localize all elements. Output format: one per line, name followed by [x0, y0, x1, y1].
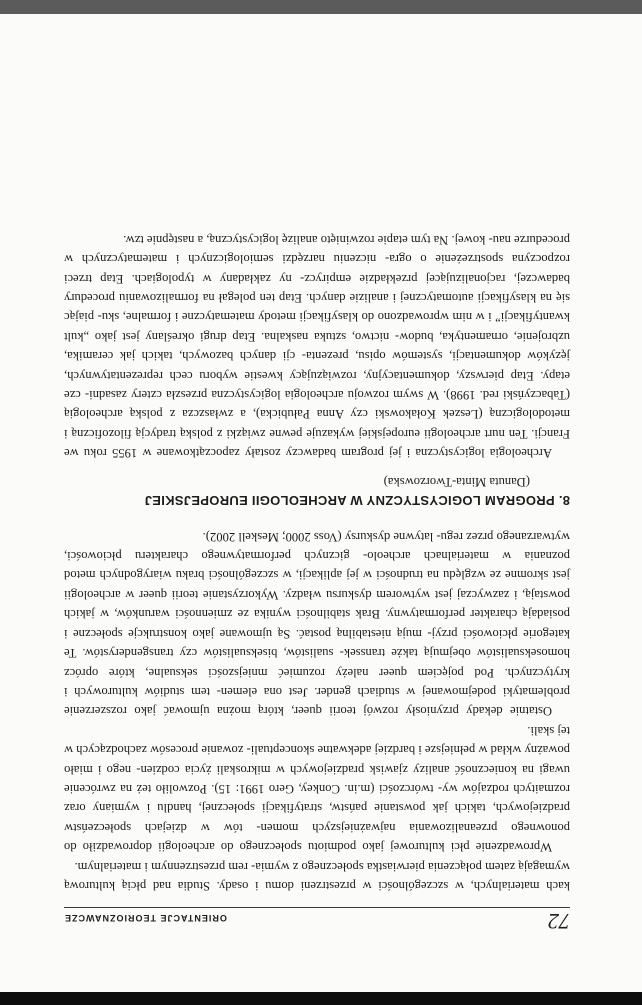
scan-top-edge	[0, 0, 642, 14]
page-text-block	[63, 229, 570, 934]
text-line: rozszerzenie problematyki podejmowanej w studiach gender. Jest ona elemen-	[64, 684, 570, 719]
text-line: kach materialnych, w szczególności w przestrzeni domu i osady. Studia nad	[152, 879, 570, 893]
text-line: gicznych performatywnego charakteru płciowości, wytwarzanego przez regu-	[64, 529, 570, 564]
text-line: niczeniu narzędzi semiologicznych i matematycznych w procedurze nau-	[64, 232, 570, 267]
section-author: (Danuta Minta-Tworzowska)	[383, 475, 530, 490]
text-line: mniejszości seksualne, które oprócz homoseksualistów obejmują także transsek-	[64, 646, 570, 680]
page-body	[64, 229, 570, 895]
text-line: cech reprezentatywnych, języków dokumentacji, systemów opisu, prezenta-	[63, 349, 570, 383]
text-line: cze etapy. Etap pierwszy, dokumentacyjny, rozwiązujący kwestie wyboru	[64, 368, 570, 403]
text-line: w jakich powstają, i zazwyczaj jest wytworem dyskursu władzy. Wykorzystanie	[64, 587, 570, 622]
paragraph-4	[64, 229, 570, 462]
section-title: 8. PROGRAM LOGICYSTYCZNY W ARCHEOLOGII EUROPEJSKIEJ	[144, 493, 570, 509]
scan-bottom-edge	[0, 992, 642, 1005]
text-line: płcią kulturową wymagają zatem połączenia pierwiastka społecznego z wymia-	[64, 859, 570, 893]
text-line: w szczególności braku wiarygodnych metod poznania w materialnach archeolo-	[64, 549, 570, 583]
paragraph-3	[64, 526, 570, 720]
text-line: formalizowaniu procedury badawczej, racjonalizującej przekładzie empirycz-	[64, 271, 570, 306]
text-line: i w nim wprowadzono do klasyfikacji metody matematyczne i formalne, sku-	[97, 310, 492, 325]
text-line: teorii queer w archeologii jest skromne ze względu na trudności w jej aplikacji,	[64, 568, 570, 602]
text-line: związki z polską tradycją filozoficzną i metodologiczną (Leszek Kołakowski	[64, 407, 570, 441]
text-line: Ostatnie dekady przyniosły rozwój teorii queer, którą można ujmować jako	[134, 704, 552, 719]
running-head: ORIENTACJE TEORIOZNAWCZE	[64, 913, 227, 923]
page-number: 72	[548, 909, 570, 934]
text-line: cji danych bazowych, takich jak ceramika, uzbrojenie, ornamentyka, budow-	[64, 329, 570, 364]
text-line: kowej. Na tym etapie rozwinięto analizę logicystyczną, a następnie tzw.	[123, 232, 486, 247]
text-line: nictwo, sztuka naskalna. Etap drugi określany jest jako „kult kwantyfikacji”	[64, 310, 570, 344]
text-line: sualistów, biseksualistów czy transgenderystów. Te kategorie płciowości przyj-	[63, 626, 570, 661]
paragraph-1	[64, 856, 570, 895]
text-line: czy Anna Pałubicka), a zwłaszcza z polską archeologią (Tabaczyński red.	[64, 388, 570, 422]
text-line: doprowadziło do ponownego przeanalizowania najważniejszych momen-	[63, 820, 570, 855]
text-line: nego i miało poważny wkład w pełniejsze i bardziej adekwatne skonceptuali-	[64, 743, 570, 777]
text-line: rem przestrzennym i materialnym.	[74, 859, 248, 874]
text-line: tem studiów kulturowych i krytycznych. Pod pojęciem queer należy rozumieć	[64, 665, 570, 699]
text-line: mują niestabilną postać. Są ujmowane jako konstrukcje społeczne i posiadają	[64, 607, 570, 641]
page-header	[64, 907, 570, 934]
text-line: na konieczność analizy zjawisk pradziejowych w mikroskali życia codzien-	[136, 762, 534, 777]
text-line: charakter performatywny. Brak stabilności wynika ze zmienności warunków,	[114, 607, 518, 622]
paragraph-2	[64, 720, 570, 856]
text-line: tów w dziejach społeczeństw pradziejowych, takich jak powstanie państw,	[64, 801, 570, 835]
text-line: latywne dyskursy (Voss 2000; Meskell 2002).	[202, 529, 434, 544]
text-line: Archeologia logicystyczna i jej program badawczy zostały zapoczątkowane	[156, 446, 552, 461]
text-line: stratyfikacji społecznej, handlu i wymiany oraz rozmaitych rodzajów wy-	[64, 781, 570, 816]
text-line: piając się na klasyfikacji automatycznej i analizie danych. Etap ten polegał na	[64, 291, 570, 325]
text-line: ny zakładany w typologiach. Etap trzeci rozpoczyna spostrzeżenie o ogra-	[63, 252, 570, 286]
text-line: 1998). W swym rozwoju archeologia logicystyczna przeszła cztery zasadni-	[84, 388, 476, 403]
book-page	[0, 14, 642, 992]
text-line: zowanie procesów zachodzących w tej skali.	[64, 723, 570, 758]
text-line: twórczości (m.in. Conkey, Gero 1991: 15). Pozwoliło też na zwrócenie uwagi	[63, 762, 570, 796]
text-line: Wprowadzenie płci kulturowej jako podmiotu społecznego do archeologii	[158, 840, 552, 855]
text-line: w 1955 roku we Francji. Ten nurt archeologii europejskiej wykazuje pewne	[63, 426, 570, 461]
